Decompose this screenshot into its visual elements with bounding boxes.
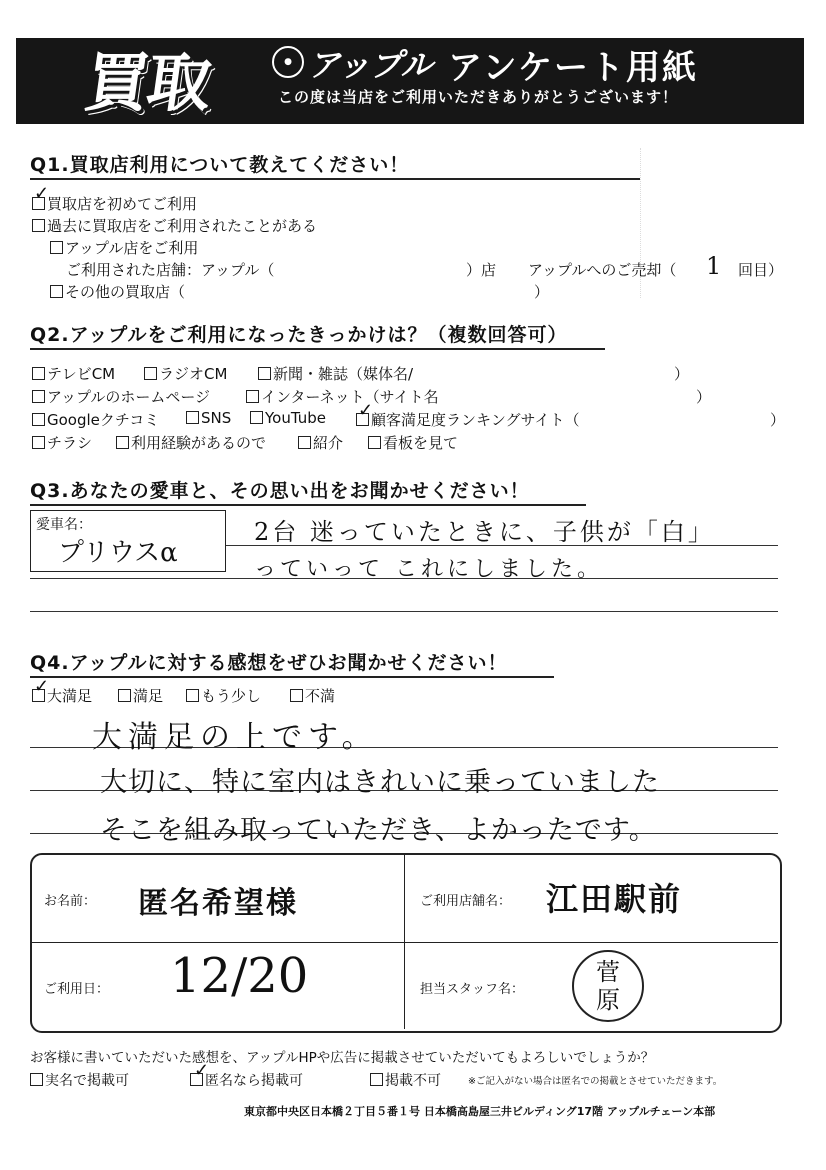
q4-comment-line-2[interactable]: 大切に、特に室内はきれいに乗っていました [100, 767, 660, 798]
q2-close-2: ） [696, 388, 712, 406]
q1-times-suffix: 回目） [738, 261, 784, 279]
q4-rule [30, 676, 554, 678]
consent-option-real-name[interactable]: 実名で掲載可 [30, 1070, 129, 1090]
store-label: ご利用店舗名： [420, 894, 512, 909]
q2-close-3: ） [770, 411, 786, 429]
apple-logo-icon: ● [272, 46, 304, 78]
q1-times-prefix: アップルへのご売却（ [528, 261, 677, 279]
consent-note: ※ご記入がない場合は匿名での掲載とさせていただきます。 [468, 1076, 723, 1087]
q1-option-other-store[interactable]: その他の買取店（ [50, 281, 185, 302]
car-name-value[interactable]: プリウスα [58, 538, 178, 568]
q1-store-used-suffix: ）店 [466, 261, 497, 279]
car-label: 愛車名： [36, 517, 92, 533]
q2-option-radio[interactable]: ラジオCM [144, 363, 227, 384]
consent-option-not-allowed[interactable]: 掲載不可 [370, 1070, 441, 1090]
q2-option-internet[interactable]: インターネット（サイト名 [246, 386, 439, 407]
check-mark-icon: ✓ [34, 183, 50, 204]
date-label: ご利用日： [44, 982, 110, 997]
q2-option-experience[interactable]: 利用経験があるので [116, 432, 266, 453]
kaitori-logo: 買取 [79, 47, 215, 121]
q2-option-homepage[interactable]: アップルのホームページ [32, 386, 210, 407]
check-mark-icon: ✓ [358, 400, 374, 421]
q2-option-tv[interactable]: テレビCM [32, 363, 115, 384]
header-banner [16, 38, 804, 124]
brand-name: アップル [308, 46, 433, 84]
q4-comment-line-1[interactable]: 大満足の上です。 [92, 720, 378, 755]
info-divider-horizontal [32, 942, 778, 943]
q2-option-referral[interactable]: 紹介 [298, 432, 343, 453]
survey-title: アンケート用紙 [448, 48, 698, 88]
q1-title: Q1.買取店利用について教えてください！ [30, 154, 410, 176]
q2-rule [30, 348, 605, 350]
q4-comment-line-3[interactable]: そこを組み取っていただき、よかったです。 [100, 815, 657, 846]
q3-memory-line-2[interactable]: っていって これにしました。 [254, 557, 603, 582]
check-mark-icon: ✓ [34, 676, 50, 697]
q3-line-3 [30, 611, 778, 612]
q2-option-ranking[interactable]: 顧客満足度ランキングサイト（ [356, 409, 580, 430]
thanks-message: この度は当店をご利用いただきありがとうございます！ [278, 88, 679, 106]
q4-option-very-satisfied[interactable]: 大満足 [32, 685, 92, 706]
staff-stamp-seal: 菅 原 [572, 950, 644, 1022]
q2-option-youtube[interactable]: YouTube [250, 409, 326, 427]
q1-option-first-time[interactable]: 買取店を初めてご利用 [32, 193, 197, 214]
date-value[interactable]: 12/20 [170, 948, 309, 1004]
q3-rule [30, 504, 586, 506]
q4-option-unsatisfied[interactable]: 不満 [290, 685, 335, 706]
q2-option-newspaper[interactable]: 新聞・雑誌（媒体名/ [258, 363, 413, 384]
name-value[interactable]: 匿名希望様 [138, 886, 298, 921]
q2-close-1: ） [674, 365, 690, 383]
q1-rule [30, 178, 640, 180]
staff-label: 担当スタッフ名： [420, 982, 525, 997]
footer-address: 東京都中央区日本橋２丁目５番１号 日本橋高島屋三井ビルディング17階 アップルチェーン本部 [244, 1105, 716, 1118]
q1-option-apple-store[interactable]: アップル店をご利用 [50, 237, 198, 258]
q1-store-used-prefix: ご利用された店舗：アップル（ [66, 261, 275, 279]
name-label: お名前： [44, 894, 97, 909]
q2-title: Q2.アップルをご利用になったきっかけは？（複数回答可） [30, 324, 568, 346]
consent-question: お客様に書いていただいた感想を、アップルHPや広告に掲載させていただいてもよろしいでしょうか？ [30, 1050, 655, 1066]
q4-option-bit-more[interactable]: もう少し [186, 685, 261, 706]
q2-option-sns[interactable]: SNS [186, 409, 231, 427]
q1-option-used-before[interactable]: 過去に買取店をご利用されたことがある [32, 215, 317, 236]
q3-memory-line-1[interactable]: 2台 迷っていたときに、子供が「白」 [254, 518, 715, 546]
q2-option-google[interactable]: Googleクチコミ [32, 409, 159, 430]
consent-option-anonymous[interactable]: 匿名なら掲載可 [190, 1070, 303, 1090]
q3-title: Q3.あなたの愛車と、その思い出をお聞かせください！ [30, 480, 530, 502]
q2-option-signboard[interactable]: 看板を見て [368, 432, 458, 453]
check-mark-icon: ✓ [194, 1060, 210, 1081]
q1-times-value: 1 [706, 252, 722, 280]
q4-title: Q4.アップルに対する感想をぜひお聞かせください！ [30, 652, 508, 674]
store-value[interactable]: 江田駅前 [546, 880, 683, 918]
q1-other-close: ） [534, 283, 550, 301]
q4-option-satisfied[interactable]: 満足 [118, 685, 163, 706]
q2-option-flyer[interactable]: チラシ [32, 432, 92, 453]
